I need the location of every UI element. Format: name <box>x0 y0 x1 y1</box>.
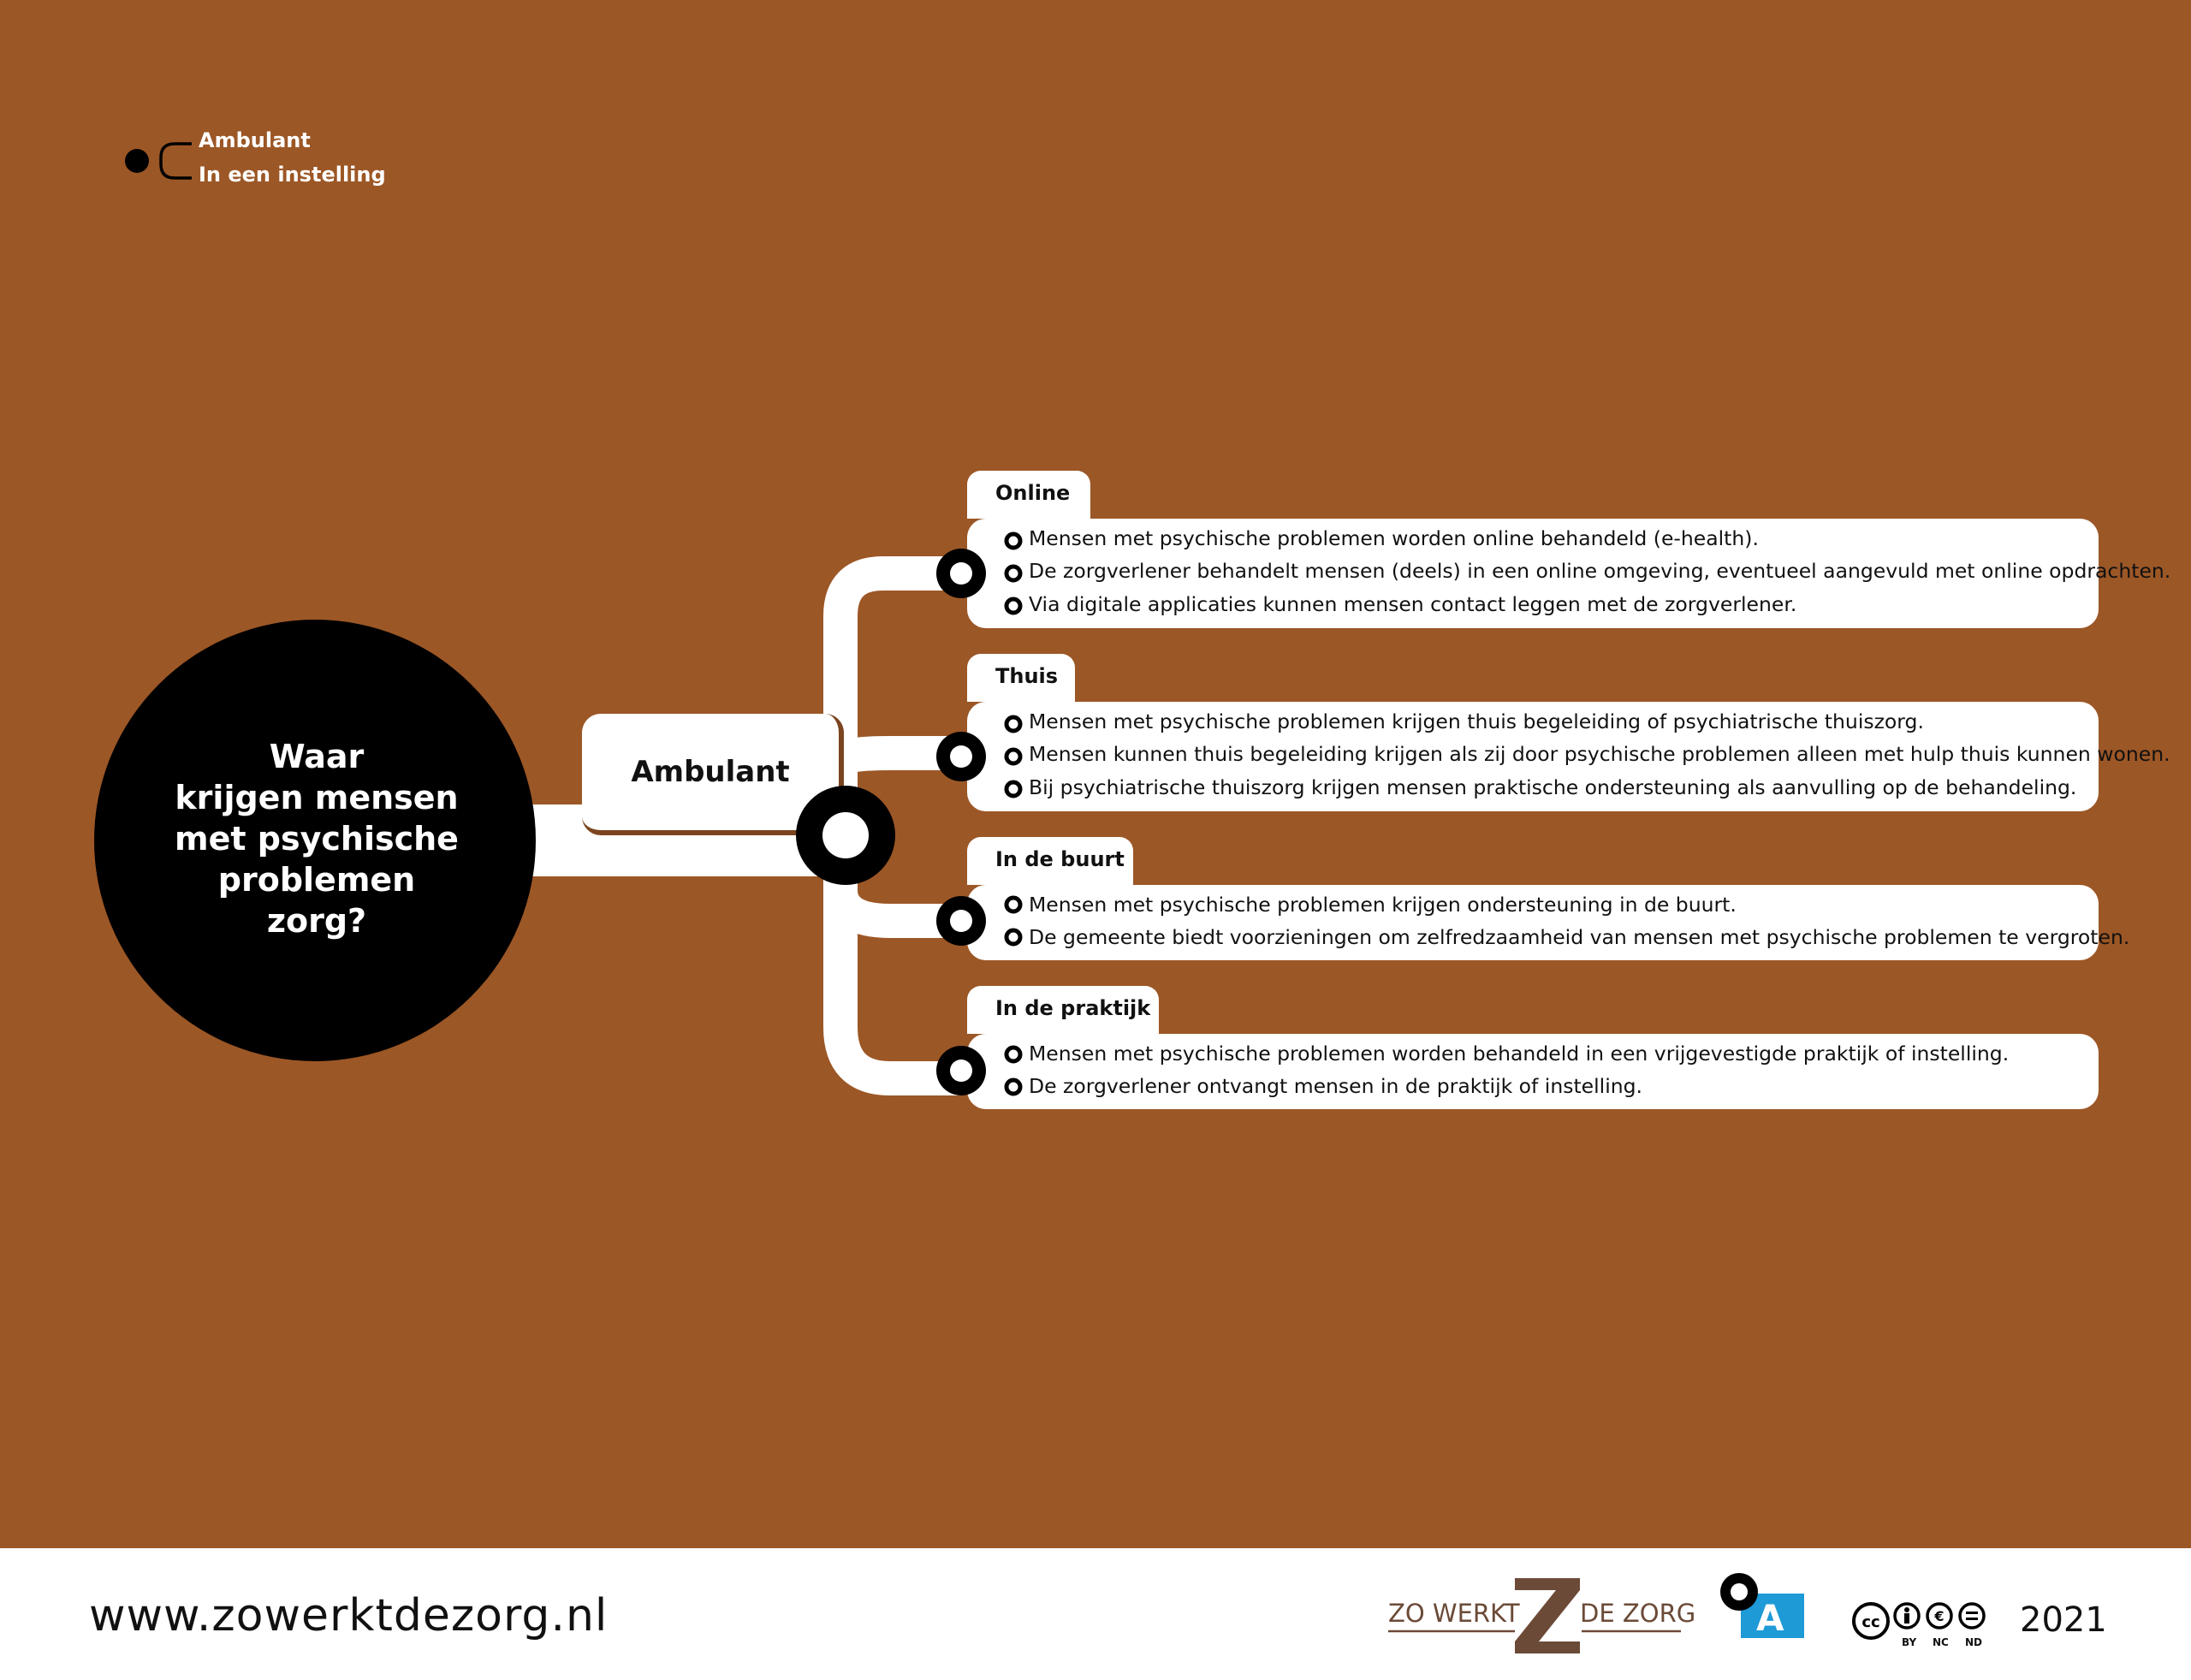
cc-label-by: BY <box>1902 1636 1917 1648</box>
bullet-icon <box>1006 1080 1020 1094</box>
bullet-icon <box>1006 750 1020 763</box>
list-item: De zorgverlener behandelt mensen (deels) in een online omgeving, eventueel aangevuld met online opdrachten. <box>1029 559 2171 583</box>
footer-year: 2021 <box>2020 1600 2107 1640</box>
branch-title-online: Online <box>967 471 1090 519</box>
hub-line: Waar <box>269 738 365 775</box>
list-item: Mensen met psychische problemen krijgen ondersteuning in de buurt. <box>1029 893 1737 917</box>
legend-instelling: In een instelling <box>199 163 386 187</box>
footer-url-link[interactable]: www.zowerktdezorg.nl <box>89 1590 609 1641</box>
badge-letter: A <box>1756 1597 1784 1639</box>
list-item: Mensen kunnen thuis begeleiding krijgen als zij door psychische problemen alleen met hulp thuis kunnen wonen. <box>1029 742 2170 766</box>
list-item: De gemeente biedt voorzieningen om zelfredzaamheid van mensen met psychische problemen te vergroten. <box>1029 925 2130 949</box>
logo-z-icon <box>1386 1573 1683 1655</box>
cc-label-nd: ND <box>1965 1636 1983 1648</box>
hub-line: met psychische <box>175 820 459 858</box>
hub-line: zorg? <box>266 902 367 940</box>
bullet-icon <box>1006 1048 1020 1061</box>
logo-right-text: DE ZORG <box>1580 1599 1696 1628</box>
cc-license-icons <box>1850 1600 1994 1640</box>
list-item: Mensen met psychische problemen worden online behandeld (e-health). <box>1029 526 1759 550</box>
svg-text:cc: cc <box>1861 1613 1880 1631</box>
list-item: Mensen met psychische problemen krijgen thuis begeleiding of psychiatrische thuiszorg. <box>1029 709 1924 733</box>
list-item: Bij psychiatrische thuiszorg krijgen mensen praktische ondersteuning als aanvulling op de behandeling. <box>1029 775 2077 799</box>
branch-title-praktijk: In de praktijk <box>967 986 1159 1034</box>
legend-ambulant: Ambulant <box>199 128 311 152</box>
svg-text:€: € <box>1934 1608 1945 1624</box>
branch-title-thuis: Thuis <box>967 654 1075 702</box>
hub-line: krijgen mensen <box>175 779 459 816</box>
bullet-icon <box>1006 717 1020 731</box>
cc-label-nc: NC <box>1933 1636 1949 1648</box>
logo-left-text: ZO WERKT <box>1388 1599 1520 1628</box>
bullet-icon <box>1006 599 1020 613</box>
bullet-icon <box>1006 534 1020 548</box>
list-item: Via digitale applicaties kunnen mensen contact leggen met de zorgverlener. <box>1029 592 1797 616</box>
item-bullets <box>1006 534 1020 1094</box>
branch-title-buurt: In de buurt <box>967 837 1133 885</box>
bullet-icon <box>1006 782 1020 796</box>
hub-line: problemen <box>217 861 416 899</box>
list-item: De zorgverlener ontvangt mensen in de praktijk of instelling. <box>1029 1074 1643 1098</box>
category-label: Ambulant <box>631 755 790 789</box>
bullet-icon <box>1006 567 1020 580</box>
bullet-icon <box>1006 898 1020 911</box>
list-item: Mensen met psychische problemen worden behandeld in een vrijgevestigde praktijk of instelling. <box>1029 1042 2010 1066</box>
nd-icon <box>1960 1604 1984 1628</box>
bullet-icon <box>1006 930 1020 944</box>
